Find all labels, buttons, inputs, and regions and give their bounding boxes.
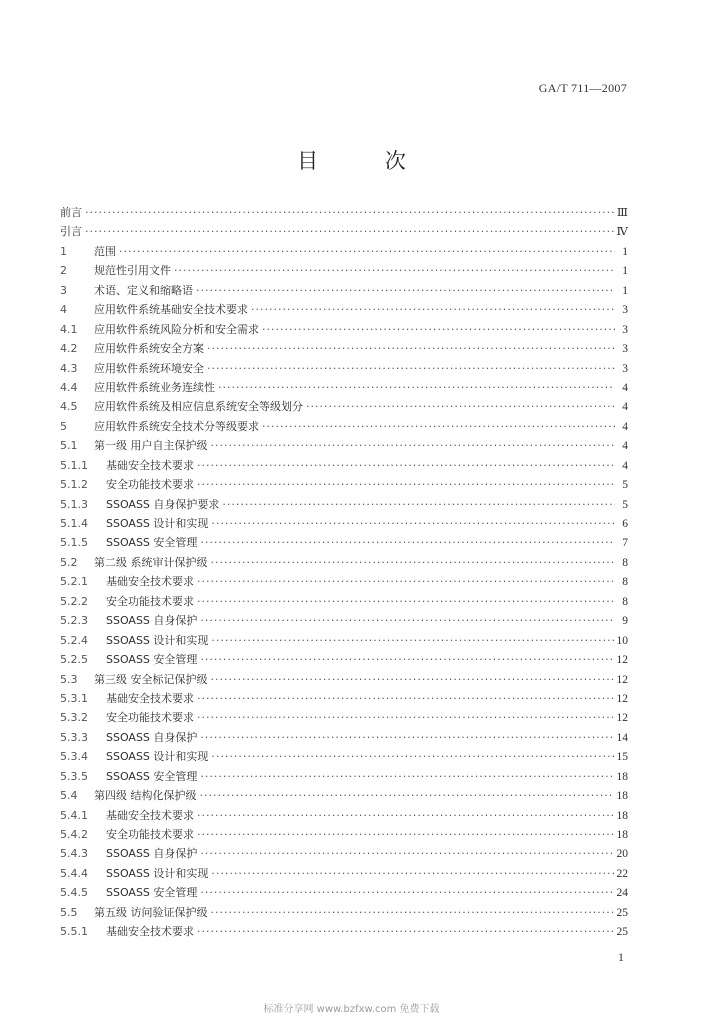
- toc-entry[interactable]: [60, 651, 628, 670]
- toc-entry-number: 5.3.1: [60, 691, 88, 705]
- toc-entry-page: 1: [622, 265, 628, 278]
- toc-entry-number: 5.4.2: [60, 828, 88, 841]
- toc-leader-dots: [200, 536, 615, 549]
- toc-leader-dots: [211, 634, 613, 647]
- toc-entry[interactable]: [60, 418, 628, 437]
- toc-leader-dots: [197, 692, 614, 705]
- toc-entry-title: 第四级 结构化保护级: [94, 789, 197, 803]
- toc-entry-page: 12: [616, 712, 628, 725]
- toc-entry-page: 4: [622, 459, 628, 472]
- toc-entry-title: SSOASS 安全管理: [106, 536, 198, 550]
- toc-entry[interactable]: [60, 748, 628, 767]
- toc-entry-title: SSOASS 自身保护: [106, 847, 198, 861]
- toc-leader-dots: [207, 342, 615, 355]
- toc-entry-page: 4: [622, 420, 628, 433]
- toc-entry-number: 5.2.5: [60, 653, 88, 667]
- toc-leader-dots: [211, 906, 614, 919]
- table-of-contents: [60, 204, 628, 943]
- toc-leader-dots: [197, 478, 615, 491]
- toc-entry-number: 5.4.5: [60, 886, 88, 900]
- toc-entry-title: 应用软件系统及相应信息系统安全等级划分: [94, 400, 303, 414]
- toc-entry[interactable]: [60, 262, 628, 281]
- toc-entry-number: 5.4.3: [60, 847, 88, 861]
- toc-entry[interactable]: [60, 496, 628, 515]
- toc-entry-page: 3: [622, 343, 628, 356]
- toc-leader-dots: [197, 575, 615, 588]
- toc-entry-page: 3: [622, 362, 628, 375]
- toc-entry[interactable]: [60, 884, 628, 903]
- toc-entry[interactable]: [60, 826, 628, 845]
- toc-entry-number: 5.2.3: [60, 614, 88, 628]
- page-number: 1: [618, 950, 624, 964]
- toc-entry-title: SSOASS 自身保护: [106, 730, 198, 744]
- watermark: 标准分享网 www.bzfxw.com 免费下载: [263, 1004, 440, 1015]
- toc-entry-title: SSOASS 安全管理: [106, 769, 198, 783]
- toc-entry-number: 4.4: [60, 380, 78, 394]
- toc-entry-title: 引言: [60, 225, 82, 239]
- toc-leader-dots: [197, 925, 614, 938]
- toc-entry-number: 5.4: [60, 789, 78, 803]
- toc-leader-dots: [85, 225, 614, 238]
- toc-entry-title: SSOASS 自身保护要求: [106, 497, 220, 511]
- toc-leader-dots: [207, 362, 615, 375]
- toc-leader-dots: [119, 245, 615, 258]
- toc-entry-title: 安全功能技术要求: [106, 711, 194, 725]
- toc-entry-page: 3: [622, 323, 628, 336]
- toc-entry-title: 规范性引用文件: [94, 264, 171, 278]
- toc-leader-dots: [200, 731, 613, 744]
- toc-leader-dots: [211, 750, 613, 763]
- toc-entry-page: Ⅲ: [616, 207, 628, 219]
- toc-entry[interactable]: [60, 437, 628, 456]
- toc-leader-dots: [211, 673, 614, 686]
- toc-entry-page: 8: [622, 556, 628, 569]
- toc-entry-page: 8: [622, 576, 628, 589]
- toc-entry[interactable]: [60, 573, 628, 592]
- toc-entry[interactable]: [60, 709, 628, 728]
- toc-entry-number: 5.4.4: [60, 866, 88, 880]
- toc-entry[interactable]: [60, 865, 628, 884]
- toc-leader-dots: [197, 809, 614, 822]
- toc-entry-title: 应用软件系统安全技术分等级要求: [94, 419, 259, 433]
- toc-leader-dots: [174, 264, 615, 277]
- toc-entry-number: 5.1.4: [60, 517, 88, 530]
- toc-entry-number: 4.5: [60, 400, 78, 414]
- toc-entry-title: 应用软件系统环境安全: [94, 361, 204, 375]
- toc-leader-dots: [200, 770, 613, 783]
- toc-entry-title: 应用软件系统基础安全技术要求: [94, 303, 248, 317]
- toc-entry[interactable]: [60, 554, 628, 573]
- toc-entry[interactable]: [60, 321, 628, 340]
- toc-entry-page: 18: [616, 809, 628, 822]
- toc-entry-page: 6: [622, 518, 628, 530]
- toc-entry-title: 应用软件系统安全方案: [94, 342, 204, 356]
- toc-entry-title: SSOASS 安全管理: [106, 653, 198, 667]
- toc-entry[interactable]: [60, 904, 628, 923]
- toc-entry-number: 5.2: [60, 555, 78, 569]
- toc-entry-page: 20: [616, 848, 628, 861]
- toc-entry-number: 5.3.2: [60, 711, 88, 725]
- toc-leader-dots: [306, 400, 615, 413]
- toc-entry-title: SSOASS 自身保护: [106, 614, 198, 628]
- toc-entry-page: 9: [622, 615, 628, 628]
- toc-leader-dots: [211, 517, 615, 530]
- toc-leader-dots: [197, 711, 614, 724]
- toc-leader-dots: [211, 439, 616, 452]
- toc-entry-title: 基础安全技术要求: [106, 691, 194, 705]
- toc-entry-number: 5.3.4: [60, 750, 88, 764]
- toc-entry[interactable]: [60, 923, 628, 942]
- toc-leader-dots: [200, 789, 614, 802]
- toc-entry-page: 7: [622, 537, 628, 550]
- toc-entry-page: 25: [616, 906, 628, 919]
- toc-entry[interactable]: [60, 360, 628, 379]
- toc-entry[interactable]: [60, 476, 628, 495]
- toc-entry-title: SSOASS 设计和实现: [106, 750, 209, 764]
- toc-entry-title: 基础安全技术要求: [106, 575, 194, 589]
- toc-entry-number: 5.5.1: [60, 925, 88, 939]
- toc-entry-title: 第五级 访问验证保护级: [94, 905, 208, 919]
- toc-entry[interactable]: [60, 807, 628, 826]
- page-title: 目 次: [297, 149, 436, 173]
- toc-entry[interactable]: [60, 282, 628, 301]
- toc-entry-title: 应用软件系统风险分析和安全需求: [94, 322, 259, 336]
- toc-entry-page: 12: [616, 692, 628, 705]
- toc-entry[interactable]: [60, 845, 628, 864]
- toc-entry-title: 应用软件系统业务连续性: [94, 380, 215, 394]
- toc-entry-page: 12: [616, 654, 628, 667]
- toc-entry-number: 2: [60, 264, 67, 278]
- toc-leader-dots: [262, 420, 615, 433]
- toc-entry[interactable]: [60, 632, 628, 651]
- toc-entry-title: 基础安全技术要求: [106, 808, 194, 822]
- toc-entry-number: 5.4.1: [60, 808, 88, 822]
- toc-entry[interactable]: [60, 243, 628, 262]
- toc-entry-title: 第二级 系统审计保护级: [94, 555, 208, 569]
- toc-entry-title: 术语、定义和缩略语: [94, 283, 193, 297]
- toc-leader-dots: [200, 614, 615, 627]
- toc-entry-number: 1: [60, 244, 67, 258]
- toc-entry-title: 安全功能技术要求: [106, 478, 194, 492]
- toc-entry-page: 18: [616, 790, 628, 803]
- toc-entry-title: 安全功能技术要求: [106, 828, 194, 841]
- toc-entry-number: 5.3.3: [60, 730, 88, 744]
- toc-entry[interactable]: [60, 671, 628, 690]
- toc-entry-number: 5: [60, 419, 67, 433]
- toc-entry[interactable]: [60, 379, 628, 398]
- toc-leader-dots: [211, 867, 613, 880]
- toc-entry-number: 5.3: [60, 672, 78, 686]
- toc-entry-page: 8: [622, 595, 628, 608]
- toc-entry[interactable]: [60, 457, 628, 476]
- toc-entry[interactable]: [60, 204, 628, 223]
- toc-leader-dots: [211, 556, 616, 569]
- toc-entry-number: 5.1.3: [60, 497, 88, 511]
- toc-entry-title: 第一级 用户自主保护级: [94, 439, 208, 453]
- toc-entry-number: 4.2: [60, 342, 78, 356]
- toc-entry-page: 18: [616, 829, 628, 841]
- toc-entry-title: 第三级 安全标记保护级: [94, 672, 208, 686]
- toc-entry-number: 5.1: [60, 439, 78, 453]
- toc-entry[interactable]: [60, 690, 628, 709]
- toc-leader-dots: [85, 206, 614, 219]
- toc-entry-number: 5.2.1: [60, 575, 88, 589]
- toc-entry[interactable]: [60, 515, 628, 534]
- toc-entry-title: 基础安全技术要求: [106, 458, 194, 472]
- standard-code: GA/T 711—2007: [538, 81, 627, 95]
- toc-entry-title: SSOASS 安全管理: [106, 886, 198, 900]
- toc-entry-page: 4: [622, 440, 628, 453]
- toc-leader-dots: [218, 381, 615, 394]
- toc-entry-number: 5.1.5: [60, 536, 88, 550]
- toc-entry-title: 范围: [94, 244, 116, 258]
- toc-entry-page: 5: [622, 479, 628, 492]
- toc-entry-page: Ⅳ: [616, 226, 628, 239]
- toc-entry-title: 安全功能技术要求: [106, 594, 194, 608]
- toc-entry[interactable]: [60, 593, 628, 612]
- toc-entry[interactable]: [60, 223, 628, 242]
- toc-entry-title: 基础安全技术要求: [106, 925, 194, 939]
- toc-entry-page: 1: [622, 284, 628, 297]
- toc-entry[interactable]: [60, 768, 628, 787]
- toc-leader-dots: [197, 828, 614, 841]
- toc-leader-dots: [197, 459, 615, 472]
- toc-leader-dots: [200, 886, 613, 899]
- toc-entry-page: 14: [616, 731, 628, 744]
- toc-entry-number: 4.3: [60, 361, 78, 375]
- toc-entry-page: 18: [616, 770, 628, 783]
- toc-entry[interactable]: [60, 729, 628, 748]
- toc-leader-dots: [200, 847, 613, 860]
- toc-entry-number: 3: [60, 283, 67, 297]
- toc-entry-number: 5.2.2: [60, 594, 88, 608]
- toc-entry-title: SSOASS 设计和实现: [106, 517, 209, 530]
- toc-entry-title: 前言: [60, 206, 82, 219]
- toc-leader-dots: [222, 498, 615, 511]
- toc-entry-page: 15: [616, 751, 628, 764]
- toc-entry-number: 4: [60, 303, 67, 317]
- toc-entry-page: 25: [616, 926, 628, 939]
- toc-entry[interactable]: [60, 787, 628, 806]
- toc-leader-dots: [197, 595, 615, 608]
- toc-entry-page: 10: [616, 634, 628, 647]
- toc-entry[interactable]: [60, 301, 628, 320]
- toc-entry-page: 3: [622, 304, 628, 317]
- toc-leader-dots: [251, 303, 615, 316]
- toc-entry-number: 5.5: [60, 905, 78, 919]
- toc-entry-title: SSOASS 设计和实现: [106, 633, 209, 647]
- toc-leader-dots: [200, 653, 613, 666]
- toc-entry[interactable]: [60, 612, 628, 631]
- toc-entry-number: 5.2.4: [60, 633, 88, 647]
- toc-entry-number: 4.1: [60, 322, 78, 336]
- toc-leader-dots: [262, 323, 615, 336]
- toc-entry-page: 22: [616, 867, 628, 880]
- toc-entry[interactable]: [60, 398, 628, 417]
- toc-entry-number: 5.1.1: [60, 458, 88, 472]
- toc-entry[interactable]: [60, 534, 628, 553]
- toc-entry[interactable]: [60, 340, 628, 359]
- toc-entry-number: 5.1.2: [60, 478, 88, 492]
- toc-entry-page: 12: [616, 673, 628, 686]
- toc-leader-dots: [196, 284, 615, 297]
- toc-entry-page: 24: [616, 887, 628, 900]
- toc-entry-page: 5: [622, 498, 628, 511]
- toc-entry-number: 5.3.5: [60, 769, 88, 783]
- toc-entry-title: SSOASS 设计和实现: [106, 866, 209, 880]
- toc-entry-page: 4: [622, 381, 628, 394]
- toc-entry-page: 1: [622, 245, 628, 258]
- toc-entry-page: 4: [622, 401, 628, 414]
